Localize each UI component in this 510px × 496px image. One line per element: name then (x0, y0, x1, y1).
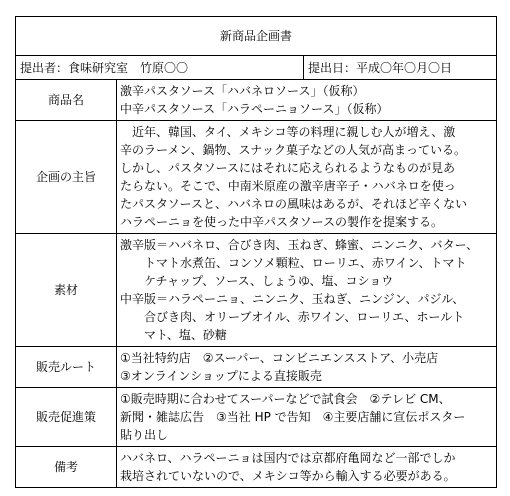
promotion-line: 貼り出し (120, 428, 169, 442)
product-name-line: 激辛パスタソース「ハバネロソース」（仮称） (120, 84, 365, 98)
ingredients-line: マト、塩、砂糖 (144, 328, 227, 342)
document-title: 新商品企画書 (16, 17, 497, 56)
purpose-row (16, 121, 497, 234)
purpose-line: たパスタソースと、ハバネロの風味はあるが、それほど辛くない (120, 197, 468, 211)
product-name-label: 商品名 (16, 80, 117, 121)
purpose-line: たらない。そこで、中南米原産の激辛唐辛子・ハバネロを使っ (120, 179, 456, 193)
sales-route-row (16, 347, 497, 388)
remarks-content (117, 447, 497, 488)
sales-route-content (117, 347, 497, 388)
ingredients-label: 素材 (16, 234, 117, 347)
promotion-line: 新聞・雑誌広告 ③当社 HP で告知 ④主要店舗に宣伝ポスター (120, 410, 466, 424)
sales-route-line: ③オンラインショップによる直接販売 (120, 369, 322, 383)
proposal-table (15, 16, 497, 488)
remarks-row (16, 447, 497, 488)
promotion-content (117, 388, 497, 447)
ingredients-line: 合びき肉、オリーブオイル、赤ワイン、ローリエ、ホールト (144, 310, 465, 324)
ingredients-line: トマト水煮缶、コンソメ顆粒、ローリエ、赤ワイン、トマト (144, 256, 467, 270)
promotion-label: 販売促進策 (16, 388, 117, 447)
product-name-row (16, 80, 497, 121)
promotion-row (16, 388, 497, 447)
promotion-line: ①販売時期に合わせてスーパーなどで試食会 ②テレビ CM、 (120, 392, 451, 406)
title-row (16, 17, 497, 56)
sales-route-line: ①当社特約店 ②スーパー、コンビニエンスストア、小売店 (120, 351, 439, 365)
remarks-label: 備考 (16, 447, 117, 488)
ingredients-line: 中辛版＝ハラペーニョ、ニンニク、玉ねぎ、ニンジン、パジル、 (120, 292, 465, 306)
purpose-line: 近年、韓国、タイ、メキシコ等の料理に親しむ人が増え、激 (132, 125, 456, 139)
product-name-line: 中辛パスタソース「ハラペーニョソース」（仮称） (120, 102, 389, 116)
submission-date-cell: 提出日：平成〇年〇月〇日 (304, 56, 497, 80)
submitter-cell: 提出者：食味研究室 竹原〇〇 (16, 56, 304, 80)
purpose-content (117, 121, 497, 234)
ingredients-content (117, 234, 497, 347)
purpose-line: ハラペーニョを使った中辛パスタソースの製作を提案する。 (120, 215, 444, 229)
product-name-content (117, 80, 497, 121)
sales-route-label: 販売ルート (16, 347, 117, 388)
remarks-line: 栽培されていないので、メキシコ等から輸入する必要がある。 (120, 469, 456, 483)
purpose-line: しかし、パスタソースにはそれに応えられるようなものが見あ (120, 161, 456, 175)
ingredients-row (16, 234, 497, 347)
ingredients-line: ケチャップ、ソース、しょうゆ、塩、コショウ (144, 274, 394, 288)
submission-row (16, 56, 497, 80)
purpose-line: 辛のラーメン、鍋物、スナック菓子などの人気が高まっている。 (120, 143, 466, 157)
ingredients-line: 激辛版＝ハバネロ、合びき肉、玉ねぎ、蜂蜜、ニンニク、バター、 (120, 238, 479, 252)
remarks-line: ハバネロ、ハラペーニョは国内では京都府亀岡など一部でしか (120, 451, 456, 465)
purpose-label: 企画の主旨 (16, 121, 117, 234)
